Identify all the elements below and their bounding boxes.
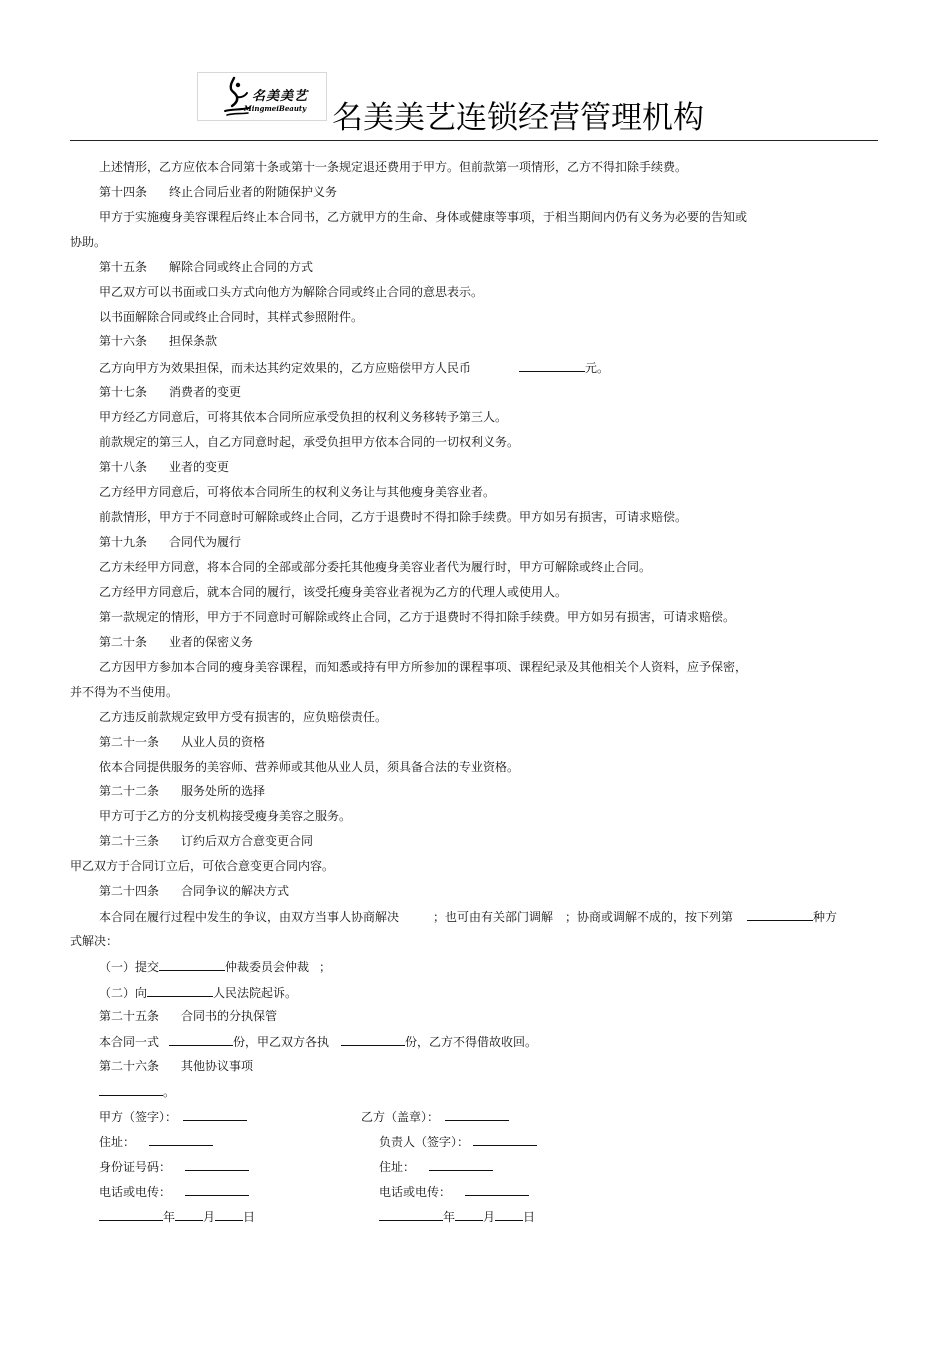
paragraph: 本合同在履行过程中发生的争议，由双方当事人协商解决 ；也可由有关部门调解 ；协商或调解不成的，按下列第 种方 [99, 910, 838, 924]
paragraph: 协助。 [70, 235, 107, 249]
paragraph: 本合同一式 份，甲乙双方各执 份，乙方不得借故收回。 [99, 1035, 538, 1049]
paragraph: 依本合同提供服务的美容师、营养师或其他从业人员，须具备合法的专业资格。 [99, 760, 520, 774]
article-heading [99, 1008, 277, 1024]
article-heading [99, 534, 241, 550]
article-title: 消费者的变更 [169, 385, 242, 399]
party-a-address-blank[interactable] [149, 1133, 213, 1146]
article-number: 第十八条 [99, 460, 148, 474]
article-title: 其他协议事项 [181, 1059, 254, 1073]
article-heading [99, 333, 217, 349]
article-number: 第二十一条 [99, 735, 160, 749]
amount-blank[interactable] [519, 359, 585, 372]
document-header [0, 0, 950, 145]
article-title: 合同书的分执保管 [181, 1009, 278, 1023]
paragraph: 第一款规定的情形，甲方于不同意时可解除或终止合同，乙方于退费时不得扣除手续费。甲方如另有损害，可请求赔偿。 [99, 610, 736, 624]
paragraph: 甲乙双方于合同订立后，可依合意变更合同内容。 [70, 859, 335, 873]
copies-blank[interactable] [169, 1033, 233, 1046]
option-arbitration: （一）提交 仲裁委员会仲裁 ； [99, 960, 332, 974]
paragraph: 前款情形，甲方于不同意时可解除或终止合同，乙方于退费时不得扣除手续费。甲方如另有损害，可请求赔偿。 [99, 510, 688, 524]
article-number: 第二十四条 [99, 884, 160, 898]
party-b-address-blank[interactable] [429, 1158, 493, 1171]
article-heading [99, 259, 313, 275]
article-title: 服务处所的选择 [181, 784, 266, 798]
article-heading [99, 883, 289, 899]
article-number: 第十九条 [99, 535, 148, 549]
paragraph: 甲方可于乙方的分支机构接受瘦身美容之服务。 [99, 809, 352, 823]
article-number: 第二十条 [99, 635, 148, 649]
method-number-blank[interactable] [747, 908, 813, 921]
article-number: 第二十二条 [99, 784, 160, 798]
arbitration-commission-blank[interactable] [159, 958, 225, 971]
party-b-responsible: 负责人（签字）： [379, 1133, 537, 1150]
paragraph: 甲方经乙方同意后，可将其依本合同所应承受负担的权利义务移转予第三人。 [99, 410, 508, 424]
article-number: 第十四条 [99, 185, 148, 199]
party-a-date: 年 月 日 [99, 1208, 255, 1225]
article-number: 第十五条 [99, 260, 148, 274]
paragraph: 乙方经甲方同意后，就本合同的履行，该受托瘦身美容业者视为乙方的代理人或使用人。 [99, 585, 568, 599]
court-blank[interactable] [147, 984, 213, 997]
article-heading [99, 184, 337, 200]
party-a-phone: 电话或电传： [99, 1183, 249, 1200]
copies-each-blank[interactable] [341, 1033, 405, 1046]
logo-chinese-text: 名美美艺 [252, 89, 309, 104]
option-court: （二）向 人民法院起诉。 [99, 986, 298, 1000]
paragraph: 以书面解除合同或终止合同时，其样式参照附件。 [99, 310, 364, 324]
paragraph: 乙方因甲方参加本合同的瘦身美容课程，而知悉或持有甲方所参加的课程事项、课程纪录及其他相关个人资料，应予保密， [99, 660, 748, 674]
article-title: 业者的保密义务 [169, 635, 254, 649]
article-number: 第二十五条 [99, 1009, 160, 1023]
article-title: 解除合同或终止合同的方式 [169, 260, 314, 274]
brand-logo [197, 72, 327, 121]
party-b-seal: 乙方（盖章）： [361, 1108, 509, 1125]
article-title: 担保条款 [169, 334, 218, 348]
article-number: 第十七条 [99, 385, 148, 399]
party-b-address: 住址： [379, 1158, 493, 1175]
paragraph: 乙方违反前款规定致甲方受有损害的，应负赔偿责任。 [99, 710, 388, 724]
party-a-id-blank[interactable] [185, 1158, 249, 1171]
party-a-signature: 甲方（签字）： [99, 1108, 247, 1125]
party-b-phone-blank[interactable] [465, 1183, 529, 1196]
article-title: 合同代为履行 [169, 535, 242, 549]
article-title: 业者的变更 [169, 460, 230, 474]
article-heading [99, 734, 265, 750]
year-blank[interactable] [379, 1208, 443, 1221]
article-heading [99, 1058, 253, 1074]
party-a-address: 住址： [99, 1133, 213, 1150]
article-number: 第十六条 [99, 334, 148, 348]
article-number: 第二十六条 [99, 1059, 160, 1073]
day-blank[interactable] [495, 1208, 523, 1221]
day-blank[interactable] [215, 1208, 243, 1221]
paragraph: 乙方未经甲方同意，将本合同的全部或部分委托其他瘦身美容业者代为履行时，甲方可解除或终止合同。 [99, 560, 652, 574]
party-b-phone: 电话或电传： [379, 1183, 529, 1200]
other-terms-blank[interactable] [99, 1083, 163, 1096]
article-heading [99, 833, 313, 849]
paragraph: 式解决： [70, 934, 119, 948]
article-title: 合同争议的解决方式 [181, 884, 290, 898]
month-blank[interactable] [175, 1208, 203, 1221]
article-heading [99, 634, 253, 650]
article-heading [99, 459, 229, 475]
party-b-seal-blank[interactable] [445, 1108, 509, 1121]
party-a-signature-blank[interactable] [183, 1108, 247, 1121]
month-blank[interactable] [455, 1208, 483, 1221]
year-blank[interactable] [99, 1208, 163, 1221]
paragraph: 并不得为不当使用。 [70, 685, 179, 699]
other-terms-line: 。 [99, 1083, 175, 1100]
article-title: 从业人员的资格 [181, 735, 266, 749]
article-title: 终止合同后业者的附随保护义务 [169, 185, 338, 199]
article-heading [99, 384, 241, 400]
party-b-responsible-blank[interactable] [473, 1133, 537, 1146]
paragraph: 乙方经甲方同意后，可将依本合同所生的权利义务让与其他瘦身美容业者。 [99, 485, 496, 499]
article-heading [99, 783, 265, 799]
party-a-id: 身份证号码： [99, 1158, 249, 1175]
article-number: 第二十三条 [99, 834, 160, 848]
paragraph: 甲乙双方可以书面或口头方式向他方为解除合同或终止合同的意思表示。 [99, 285, 484, 299]
paragraph: 上述情形，乙方应依本合同第十条或第十一条规定退还费用于甲方。但前款第一项情形，乙方不得扣除手续费。 [99, 160, 688, 174]
paragraph: 甲方于实施瘦身美容课程后终止本合同书，乙方就甲方的生命、身体或健康等事项，于相当期间内仍有义务为必要的告知或 [99, 210, 748, 224]
paragraph: 前款规定的第三人，自乙方同意时起，承受负担甲方依本合同的一切权利义务。 [99, 435, 520, 449]
organization-title: 名美美艺连锁经营管理机构 [332, 100, 704, 136]
logo-english-text: MingmeiBeauty [244, 104, 307, 113]
header-divider [70, 140, 878, 141]
party-a-phone-blank[interactable] [185, 1183, 249, 1196]
party-b-date: 年 月 日 [379, 1208, 535, 1225]
paragraph: 乙方向甲方为效果担保，而未达其约定效果的，乙方应赔偿甲方人民币 元。 [99, 361, 610, 375]
article-title: 订约后双方合意变更合同 [181, 834, 314, 848]
